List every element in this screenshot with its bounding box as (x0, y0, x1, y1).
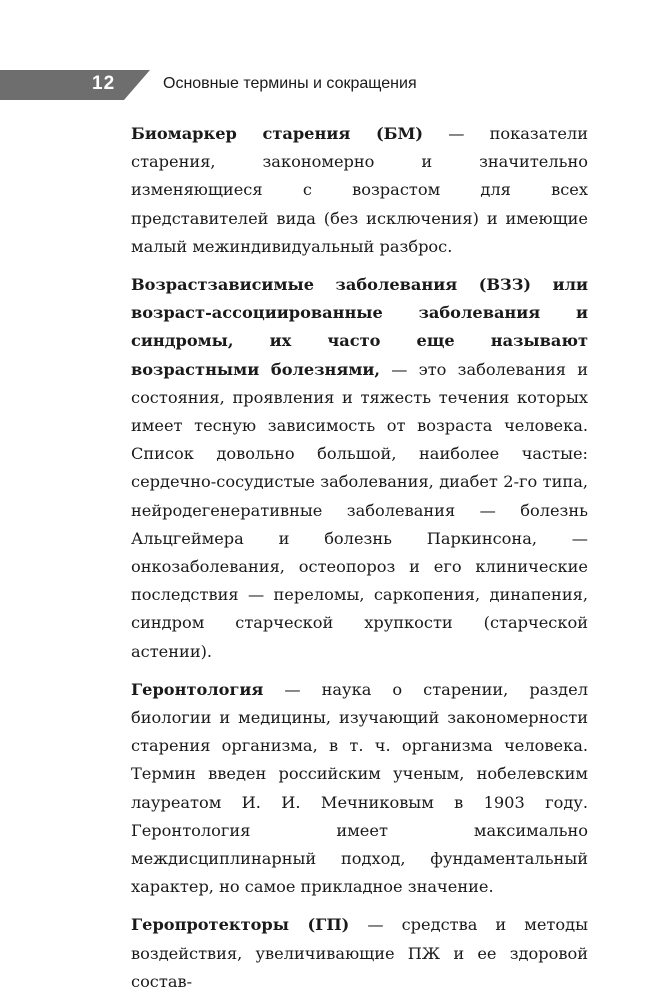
glossary-entry-geroprotectors (131, 911, 588, 996)
page-number-tab (0, 70, 150, 100)
glossary-content (131, 120, 588, 1006)
running-header (0, 70, 668, 100)
glossary-entry-biomarker (131, 120, 588, 261)
glossary-term: Геронтология (131, 679, 264, 699)
glossary-definition: — это заболевания и состояния, проявления и тяжесть течения которых имеет тесную зависимость от возраста человека. Список довольно большой, наиболее частые: сердечно-сосудистые заболевания, диабет 2-го типа, нейродегенеративные заболевания — болезнь Альцгеймера и болезнь Паркинсона, — онкозаболевания, остеопороз и его клинические последствия — переломы, саркопения, динапения, синдром старческой хрупкости (старческой астении). (131, 359, 589, 661)
glossary-definition: — наука о старении, раздел биологии и медицины, изучающий закономерности старения организма, в т. ч. организма человека. Термин введен российским ученым, нобелевским лауреатом И. И. Мечниковым в 1903 году. Геронтология имеет максимально междисциплинарный подход, фундаментальный характер, но самое прикладное значение. (131, 679, 588, 897)
page-number: 12 (92, 73, 116, 94)
glossary-term: Возрастзависимые заболевания (ВЗЗ) или возраст-ассоциированные заболевания и синдромы, их часто еще называют возрастными болезнями, (131, 275, 588, 379)
running-title: Основные термины и сокращения (163, 75, 417, 92)
glossary-definition: — показатели старения, закономерно и значительно изменяющиеся с возрастом для всех представителей вида (без исключения) и имеющие малый межиндивидуальный разброс. (131, 124, 588, 256)
glossary-definition: — средства и методы воздействия, увеличивающие ПЖ и ее здоровой состав- (131, 915, 588, 991)
glossary-entry-gerontology (131, 676, 588, 902)
glossary-term: Биомаркер старения (БМ) (131, 124, 424, 143)
glossary-entry-age-related-diseases (131, 271, 588, 666)
glossary-term: Геропротекторы (ГП) (131, 915, 350, 935)
